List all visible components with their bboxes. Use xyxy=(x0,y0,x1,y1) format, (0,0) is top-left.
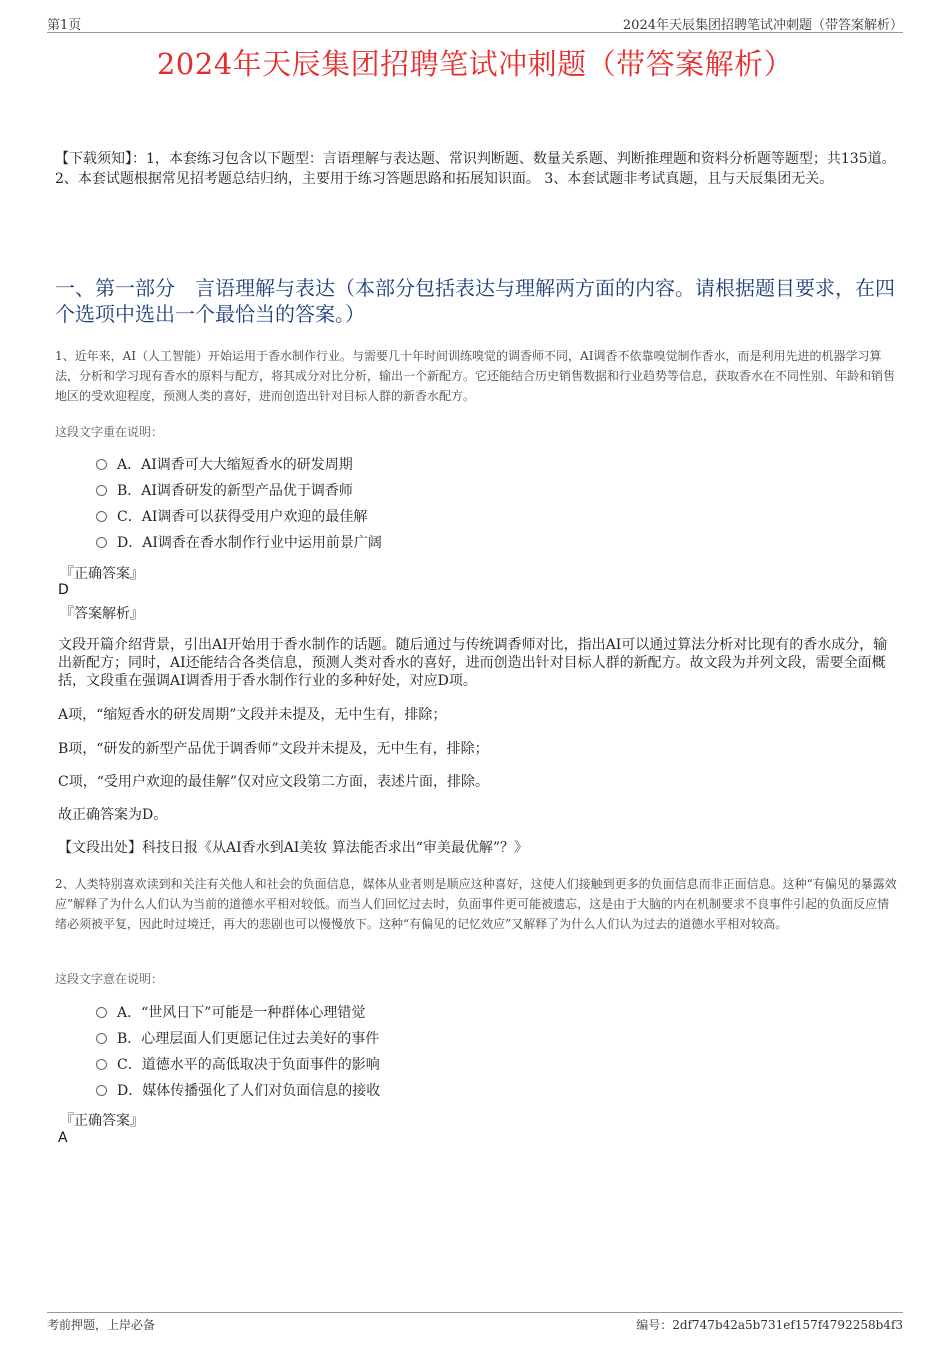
option-label: D．媒体传播强化了人们对负面信息的接收 xyxy=(117,1083,381,1099)
radio-icon[interactable] xyxy=(96,459,107,470)
q1-analysis-label: 『答案解析』 xyxy=(60,606,144,622)
radio-icon[interactable] xyxy=(96,1033,107,1044)
q1-analysis-summary: 文段开篇介绍背景，引出AI开始用于香水制作的话题。随后通过与传统调香师对比，指出AI可以通过算法分析对比现有的香水成分，输出新配方；同时，AI还能结合各类信息，预测人类对香水的喜好，进而创造出针对目标人群的新配方。故文段为并列文段，需要全面概括，文段重在强调AI调香用于香水制作行业的多种好处，对应D项。 xyxy=(58,637,888,689)
q1-option-c[interactable] xyxy=(96,507,367,527)
radio-icon[interactable] xyxy=(96,537,107,548)
footer-slogan: 考前押题，上岸必备 xyxy=(47,1318,156,1332)
q2-option-a[interactable] xyxy=(96,1003,365,1023)
q2-lead: 这段文字意在说明： xyxy=(55,972,164,986)
q1-option-b[interactable] xyxy=(96,481,353,501)
radio-icon[interactable] xyxy=(96,1085,107,1096)
q2-option-d[interactable] xyxy=(96,1081,380,1101)
q2-option-b[interactable] xyxy=(96,1029,379,1049)
q1-source: 【文段出处】科技日报《从AI香水到AI美妆 算法能否求出“审美最优解”？》 xyxy=(58,840,529,856)
option-label: D．AI调香在香水制作行业中运用前景广阔 xyxy=(117,535,382,551)
section-heading: 一、第一部分 言语理解与表达（本部分包括表达与理解两方面的内容。请根据题目要求，在四个选项中选出一个最恰当的答案。） xyxy=(55,276,895,326)
header-doc-title: 2024年天辰集团招聘笔试冲刺题（带答案解析） xyxy=(622,18,903,33)
footer-serial: 编号：2df747b42a5b731ef157f4792258b4f3 xyxy=(636,1318,903,1332)
document-title: 2024年天辰集团招聘笔试冲刺题（带答案解析） xyxy=(156,47,794,81)
q1-analysis-conclusion: 故正确答案为D。 xyxy=(58,807,168,823)
q1-analysis-b: B项，“研发的新型产品优于调香师”文段并未提及，无中生有，排除； xyxy=(58,741,489,757)
option-label: A．AI调香可大大缩短香水的研发周期 xyxy=(117,457,353,473)
q1-answer-label: 『正确答案』 xyxy=(60,566,144,582)
option-label: C．道德水平的高低取决于负面事件的影响 xyxy=(117,1057,380,1073)
q1-analysis-c: C项，“受用户欢迎的最佳解”仅对应文段第二方面，表述片面，排除。 xyxy=(58,774,490,790)
radio-icon[interactable] xyxy=(96,485,107,496)
q2-option-c[interactable] xyxy=(96,1055,380,1075)
q1-option-d[interactable] xyxy=(96,533,382,553)
radio-icon[interactable] xyxy=(96,1059,107,1070)
page-header xyxy=(47,14,903,33)
q2-stem: 2、人类特别喜欢读到和关注有关他人和社会的负面信息，媒体从业者则是顺应这种喜好，这使人们接触到更多的负面信息而非正面信息。这种“有偏见的暴露效应”解释了为什么人们认为当前的道德水平相对较低。而当人们回忆过去时，负面事件更可能被遗忘，这是由于大脑的内在机制要求不良事件引起的负面反应情绪必须被平复，因此时过境迁，再大的悲剧也可以慢慢放下。这种“有偏见的记忆效应”又解释了为什么人们认为过去的道德水平相对较高。 xyxy=(55,877,897,931)
option-label: C．AI调香可以获得受用户欢迎的最佳解 xyxy=(117,509,368,525)
download-notice: 【下载须知】：1，本套练习包含以下题型：言语理解与表达题、常识判断题、数量关系题、判断推理题和资料分析题等题型；共135道。 2、本套试题根据常见招考题总结归纳，主要用于练习答题思路和拓展知识面。 3、本套试题非考试真题，且与天辰集团无关。 xyxy=(55,151,896,187)
page-footer xyxy=(47,1312,903,1332)
q1-stem: 1、近年来，AI（人工智能）开始运用于香水制作行业。与需要几十年时间训练嗅觉的调香师不同，AI调香不依靠嗅觉制作香水，而是利用先进的机器学习算法，分析和学习现有香水的原料与配方，将其成分对比分析，输出一个新配方。它还能结合历史销售数据和行业趋势等信息，获取香水在不同性别、年龄和销售地区的受欢迎程度，预测人类的喜好，进而创造出针对目标人群的新香水配方。 xyxy=(55,349,896,403)
option-label: B．AI调香研发的新型产品优于调香师 xyxy=(117,483,353,499)
option-label: B．心理层面人们更愿记住过去美好的事件 xyxy=(117,1031,380,1047)
page-number: 第1页 xyxy=(47,18,82,33)
q1-analysis-a: A项，“缩短香水的研发周期”文段并未提及，无中生有，排除； xyxy=(58,707,447,723)
q1-option-a[interactable] xyxy=(96,455,353,475)
radio-icon[interactable] xyxy=(96,511,107,522)
q1-lead: 这段文字重在说明： xyxy=(55,425,164,439)
q2-answer: A xyxy=(58,1130,68,1146)
option-label: A．“世风日下”可能是一种群体心理错觉 xyxy=(117,1005,366,1021)
q2-answer-label: 『正确答案』 xyxy=(60,1113,144,1129)
radio-icon[interactable] xyxy=(96,1007,107,1018)
q1-answer: D xyxy=(58,582,69,598)
